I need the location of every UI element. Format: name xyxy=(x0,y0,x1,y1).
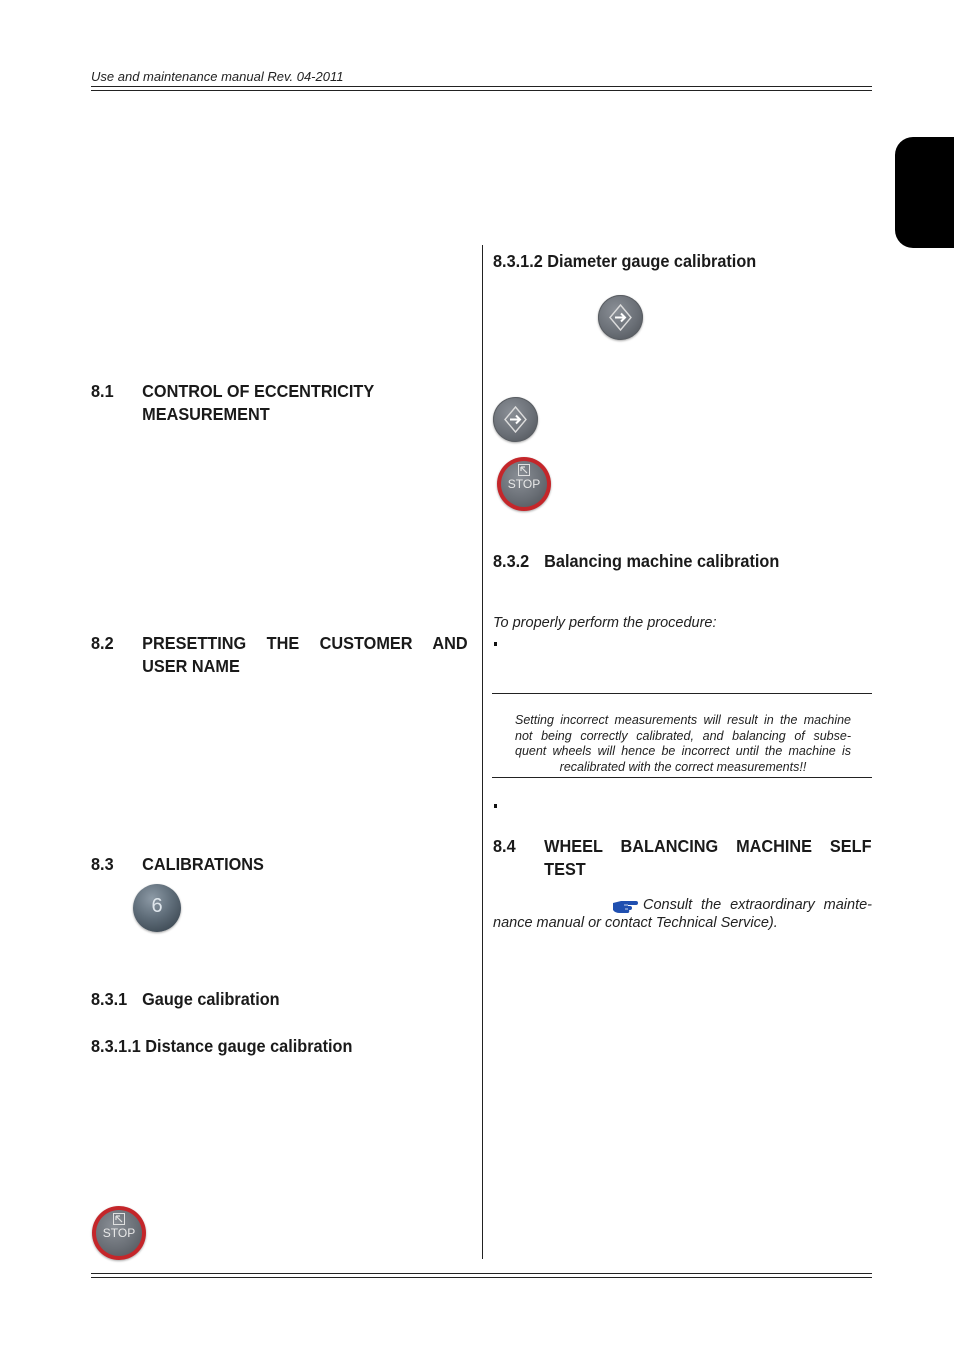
section-number: 8.1 xyxy=(91,381,114,401)
section-number: 8.3.1 xyxy=(91,989,128,1009)
section-number: 8.4 xyxy=(493,836,516,856)
section-title-cont: MEASUREMENT xyxy=(142,404,270,424)
section-number: 8.3 xyxy=(91,854,114,874)
footer-rule-thin xyxy=(91,1273,872,1274)
warning-line: recalibrated with the correct measurements!! xyxy=(559,759,807,774)
stop-icon xyxy=(113,1213,125,1225)
bullet xyxy=(494,642,497,646)
stop-label: STOP xyxy=(507,477,541,491)
procedure-intro: To properly perform the procedure: xyxy=(493,615,717,631)
section-title: 8.3.1.2 Diameter gauge calibration xyxy=(493,251,757,271)
footer-rule xyxy=(91,1277,872,1278)
heading-8-3-1 xyxy=(91,988,398,1012)
consult-text: Consult the extraordinary mainte- xyxy=(643,897,872,913)
column-divider xyxy=(482,245,483,1259)
header-rule-thin xyxy=(91,90,872,91)
heading-8-1 xyxy=(91,380,472,428)
heading-8-3-1-1 xyxy=(91,1035,426,1059)
enter-arrow-icon xyxy=(598,295,643,340)
warning-rule-top xyxy=(492,693,872,694)
section-title: Gauge calibration xyxy=(142,989,280,1009)
section-title-cont: USER NAME xyxy=(142,656,240,676)
warning-line: not being correctly calibrated, and balancing of subse- xyxy=(515,728,851,743)
consult-text-cont: nance manual or contact Technical Service). xyxy=(493,915,778,931)
section-title: PRESETTING THE CUSTOMER AND xyxy=(142,633,468,653)
stop-button xyxy=(92,1206,146,1260)
section-title: WHEEL BALANCING MACHINE SELF xyxy=(544,836,872,856)
enter-arrow-icon xyxy=(493,397,538,442)
chapter-tab xyxy=(895,137,954,248)
warning-rule-bottom xyxy=(492,777,872,778)
key-6-label: 6 xyxy=(151,895,163,917)
stop-button xyxy=(497,457,551,511)
enter-button xyxy=(493,397,538,442)
stop-icon xyxy=(518,464,530,476)
enter-button xyxy=(598,295,643,340)
heading-8-4 xyxy=(493,835,874,883)
warning-line: quent wheels will hence be incorrect until the machine is xyxy=(515,744,851,758)
warning-line: Setting incorrect measurements will result in the machine xyxy=(515,713,851,727)
heading-8-3-2 xyxy=(493,550,828,574)
section-title-cont: TEST xyxy=(544,859,586,879)
section-title: CALIBRATIONS xyxy=(142,854,264,874)
heading-8-3 xyxy=(91,853,370,877)
stop-label: STOP xyxy=(102,1226,136,1240)
warning-note xyxy=(515,713,851,775)
section-title: 8.3.1.1 Distance gauge calibration xyxy=(91,1036,353,1056)
bullet xyxy=(494,804,497,808)
pointing-hand-icon xyxy=(612,898,638,914)
section-number: 8.3.2 xyxy=(493,551,530,571)
running-header: Use and maintenance manual Rev. 04-2011 xyxy=(91,69,344,84)
section-number: 8.2 xyxy=(91,633,114,653)
header-rule xyxy=(91,86,872,87)
section-title: Balancing machine calibration xyxy=(544,551,780,571)
section-title: CONTROL OF ECCENTRICITY xyxy=(142,381,375,401)
heading-8-2 xyxy=(91,632,472,680)
key-6-button xyxy=(133,884,181,932)
heading-8-3-1-2 xyxy=(493,250,828,274)
